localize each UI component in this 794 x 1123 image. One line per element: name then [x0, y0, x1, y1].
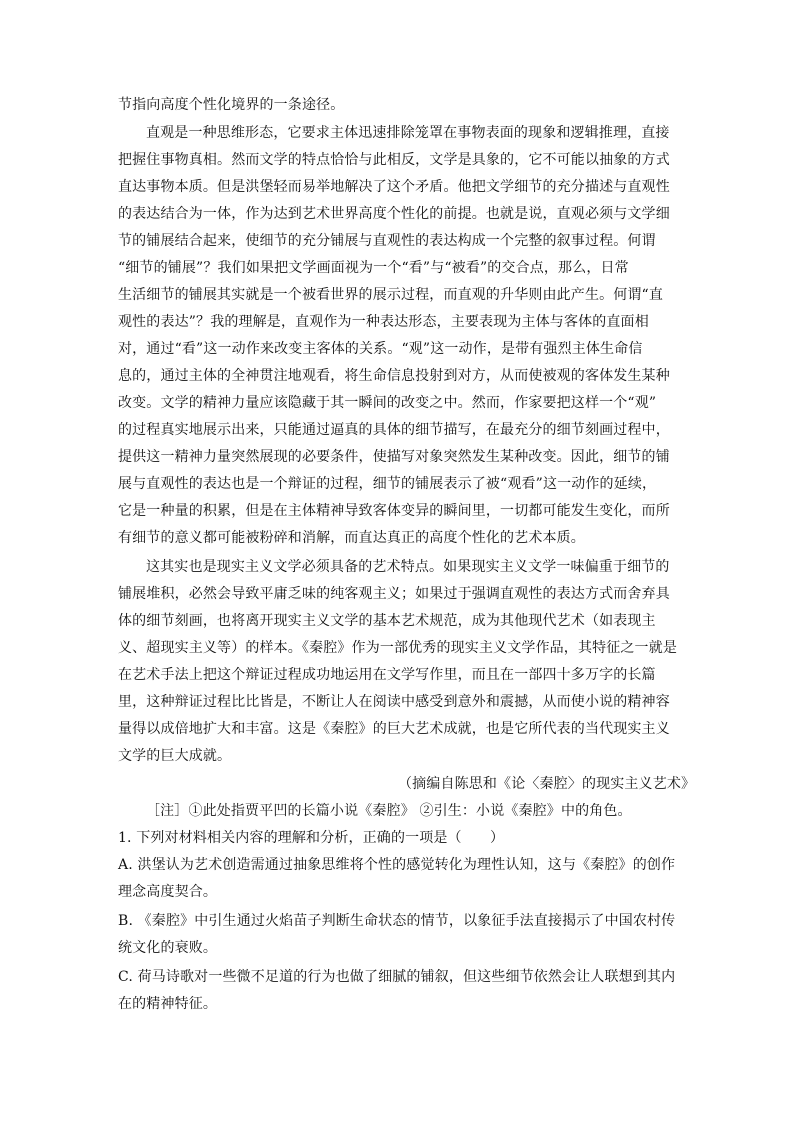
article-line: 改变。文学的精神力量应该隐藏于其一瞬间的改变之中。然而，作家要把这样一个“观” — [118, 395, 657, 411]
article-line: 它是一种量的积累，但是在主体精神导致客体变异的瞬间里，一切都可能发生变化，而所 — [118, 503, 670, 519]
article-line: 节的铺展结合起来，使细节的充分铺展与直观性的表达构成一个完整的叙事过程。何谓 — [118, 233, 656, 249]
article-line: 量得以成倍地扩大和丰富。这是《秦腔》的巨大艺术成就，也是它所代表的当代现实主义 — [118, 721, 670, 737]
option-c-line: 在的精神特征。 — [118, 996, 218, 1012]
option-a-line: A. 洪堡认为艺术创造需通过抽象思维将个性的感觉转化为理性认知，这与《秦腔》的创作 — [118, 857, 676, 873]
article-line: 提供这一精神力量突然展现的必要条件，使描写对象突然发生某种改变。因此，细节的铺 — [118, 449, 670, 465]
article-line: 把握住事物真相。然而文学的特点恰恰与此相反，文学是具象的，它不可能以抽象的方式 — [118, 152, 670, 168]
article-line: 文学的巨大成就。 — [118, 748, 232, 764]
article-line: 的表达结合为一体，作为达到艺术世界高度个性化的前提。也就是说，直观必须与文学细 — [118, 206, 670, 222]
footnote: ［注］①此处指贾平凹的长篇小说《秦腔》 ②引生：小说《秦腔》中的角色。 — [146, 803, 632, 819]
article-line: 对，通过“看”这一动作来改变主客体的关系。“观”这一动作，是带有强烈主体生命信 — [118, 341, 643, 357]
article-line: “细节的铺展”？我们如果把文学画面视为一个“看”与“被看”的交合点，那么，日常 — [118, 260, 629, 276]
article-line: 铺展堆积，必然会导致平庸乏味的纯客观主义；如果过于强调直观性的表达方式而舍弃具 — [118, 586, 670, 602]
article-line: 息的，通过主体的全神贯注地观看，将生命信息投射到对方，从而使被观的客体发生某种 — [118, 368, 670, 384]
option-b-line: B. 《秦腔》中引生通过火焰苗子判断生命状态的情节，以象征手法直接揭示了中国农村传 — [118, 913, 676, 929]
article-line: 直达事物本质。但是洪堡轻而易举地解决了这个矛盾。他把文学细节的充分描述与直观性 — [118, 179, 670, 195]
article-line: 在艺术手法上把这个辩证过程成功地运用在文学写作里，而且在一部四十多万字的长篇 — [118, 667, 656, 683]
option-a-line: 理念高度契合。 — [118, 884, 218, 900]
article-line: 直观是一种思维形态，它要求主体迅速排除笼罩在事物表面的现象和逻辑推理，直接 — [146, 125, 670, 141]
article-line: 观性的表达”？我的理解是，直观作为一种表达形态，主要表现为主体与客体的直面相 — [118, 314, 649, 330]
article-line: 节指向高度个性化境界的一条途径。 — [118, 97, 345, 113]
article-line: 里，这种辩证过程比比皆是，不断让人在阅读中感受到意外和震撼，从而使小说的精神容 — [118, 694, 670, 710]
option-c-line: C. 荷马诗歌对一些微不足道的行为也做了细腻的铺叙，但这些细节依然会让人联想到其内 — [118, 969, 676, 985]
option-b-line: 统文化的衰败。 — [118, 940, 218, 956]
question-stem: 1. 下列对材料相关内容的理解和分析，正确的一项是（ ） — [118, 830, 505, 846]
article-line: 义、超现实主义等）的样本。《秦腔》作为一部优秀的现实主义文学作品，其特征之一就是 — [118, 640, 677, 656]
article-line: 这其实也是现实主义文学必须具备的艺术特点。如果现实主义文学一味偏重于细节的 — [146, 559, 670, 575]
article-line: 展与直观性的表达也是一个辩证的过程，细节的铺展表示了被“观看”这一动作的延续， — [118, 476, 657, 492]
article-line: 的过程真实地展示出来，只能通过逼真的具体的细节描写，在最充分的细节刻画过程中， — [118, 422, 670, 438]
source-citation: （摘编自陈思和《论〈秦腔〉的现实主义艺术》 — [398, 776, 696, 792]
article-line: 体的细节刻画，也将离开现实主义文学的基本艺术规范，成为其他现代艺术（如表现主 — [118, 613, 656, 629]
article-line: 生活细节的铺展其实就是一个被看世界的展示过程，而直观的升华则由此产生。何谓“直 — [118, 287, 664, 303]
article-line: 有细节的意义都可能被粉碎和消解，而直达真正的高度个性化的艺术本质。 — [118, 530, 585, 546]
